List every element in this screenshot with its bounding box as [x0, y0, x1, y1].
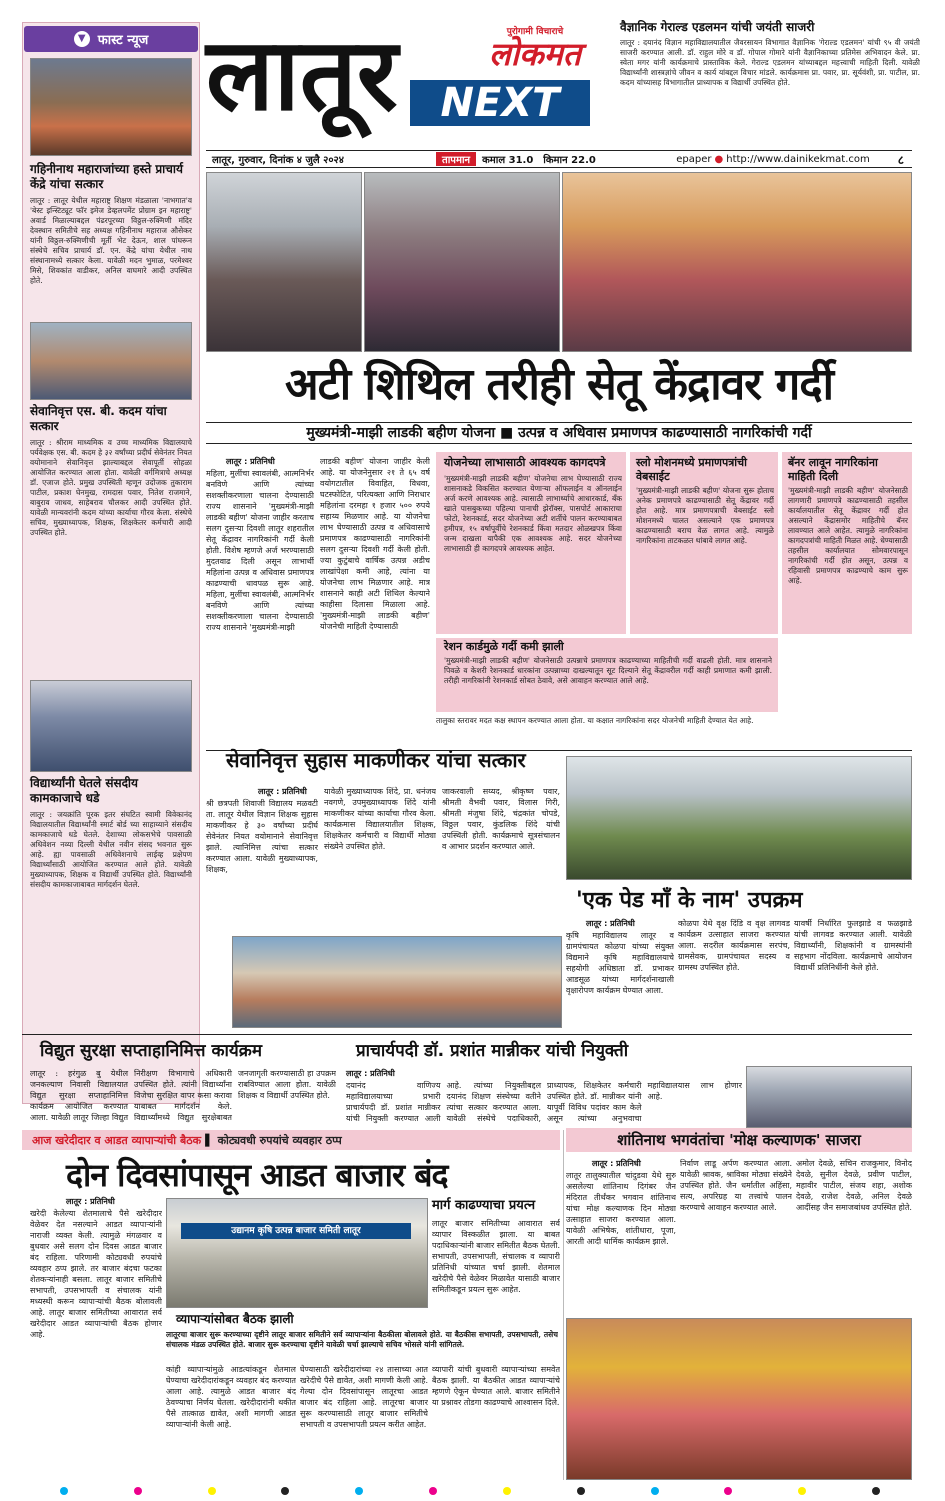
appointment-photo: [746, 1066, 912, 1128]
help-desk-photo: [562, 172, 912, 352]
box-headline: स्लो मोशनमध्ये प्रमाणपत्रांची वेबसाईट: [636, 456, 747, 483]
brand-logo: लोकमत: [489, 35, 581, 73]
divider: [22, 1034, 912, 1035]
story-headline: वैज्ञानिक गेराल्ड एडलमन यांची जयंती साजरी: [620, 20, 815, 34]
box-body: 'मुख्यमंत्री-माझी लाडकी बहीण' योजनेसाठी उत्पन्नाचे प्रमाणपत्र काढण्याच्या माहितीची गर्दी वाढली होती. मात्र शासनाने पिवळे व केशरी रेशनकार्ड धारकांना उत्पन्नाच्या दाखल्यातून सूट दिल्याने सेतू केंद्रावरील गर्दी काही प्रमाणात कमी झाली. तरीही नागरिकांनी रेशनकार्ड सोबत ठेवावे, असे आवाहन करण्यात आले आहे.: [444, 656, 772, 685]
lead-headline: अटी शिथिल तरीही सेतू केंद्रावर गर्दी: [284, 359, 834, 410]
retirement-photo: [30, 322, 192, 400]
felicitation-group-photo: [232, 936, 562, 1028]
separator-icon: ▌: [205, 1133, 214, 1147]
story-body: व्यापारी यांची बुधवारी व्यापाऱ्यांच्या समवेत बैठक झाली. या बैठकीत आडत व्यापाऱ्यांचे म्हणणे ऐकून घेण्यात आले. बाजार समितीने या प्रश्नावर तोडगा काढण्याचे आश्वासन दिले.: [432, 1365, 560, 1407]
story-body: दयानंद वाणिज्य महाविद्यालयाच्या प्रभारी प्राचार्यपदी डॉ. प्रशांत मान्नीकर यांची नियुक्ती करण्यात आली आहे. त्यांच्या नियुक्तीबद्दल दयानंद शिक्षण संस्थेच्या वतीने त्यांचा सत्कार करण्यात आला. यावेळी संस्थेचे पदाधिकारी, प्राध्यापक, शिक्षकेतर कर्मचारी उपस्थित होते. डॉ. मान्नीकर यांनी यापूर्वी विविध पदांवर काम केले असून त्यांच्या अनुभवाचा महाविद्यालयास लाभ होणार आहे.: [346, 1081, 742, 1123]
story-body: खरेदी केलेल्या शेतमालाचे पैसे खरेदीदार वेळेवर देत नसल्याने आडत व्यापाऱ्यांनी नाराजी व्यक्त केली. त्यामुळे मंगळवार व बुधवार असे सलग दोन दिवस आडत बाजार बंद राहिला. परिणामी कोट्यवधी रुपयांचे व्यवहार ठप्प झाले. तर बाजार बंदचा फटका शेतकऱ्यांनाही बसला. लातूर बाजार समितीचे सभापती, उपसभापती व संचालक यांनी मध्यस्थी करून व्यापाऱ्यांची बैठक बोलावली आहे. लातूर बाजार समितीच्या आवारात सर्व खरेदीदार आडत व्यापाऱ्यांची बैठक होणार आहे.: [30, 1209, 162, 1339]
story-body: लातूर : दयानंद विज्ञान महाविद्यालयातील जैवरसायन विभागात वैज्ञानिक 'गेराल्ड एडलमन' यांची ९५ वी जयंती साजरी करण्यात आली. डॉ. राहुल मोरे व डॉ. गोपाल गोमारे यांनी वैज्ञानिकाच्या प्रतिमेस अभिवादन केले. प्रा. स्वेता मगर यांनी कार्यक्रमाचे प्रास्ताविक केले. गेराल्ड एडलमन यांच्याबद्दल महत्त्वाची माहिती दिली. यावेळी विद्यार्थ्यांनी शास्त्रज्ञांचे जीवन व कार्य यांबद्दल विचार मांडले. कार्यक्रमास प्रा. पवार, प्रा. सूर्यवंशी, प्रा. पाटील, प्रा. कदम यांच्यासह विभागातील प्राध्यापक व विद्यार्थी उपस्थित होते.: [620, 38, 920, 87]
globe-icon: ●: [714, 153, 724, 165]
story-body: लातूर : हरंगुळ बु येथील जनकल्याण निवासी विद्यालयात विद्युत सुरक्षा सप्ताहानिमित्त कार्यक्रम आयोजित करण्यात आला. यावेळी लातूर जिल्हा विद्युत निरीक्षण विभागाचे अधिकारी उपस्थित होते. त्यांनी विद्यार्थ्यांना विजेचा सुरक्षित वापर कसा करावा याबाबत मार्गदर्शन केले. विद्यार्थ्यांमध्ये विद्युत सुरक्षेबाबत जनजागृती करण्यासाठी हा उपक्रम राबविण्यात आला होता. यावेळी शिक्षक व विद्यार्थी उपस्थित होते.: [30, 1069, 336, 1122]
lead-body-col2: लाडकी बहीण' योजना जाहीर केली आहे. या योजनेनुसार २१ ते ६५ वर्ष वयोगटातील विवाहित, विधवा, घटस्फोटित, परित्यक्ता आणि निराधार महिलांना दरमहा १ हजार ५०० रुपये सहाय्य मिळणार आहे. या योजनेचा लाभ घेण्यासाठी उत्पन्न व अधिवासाचे प्रमाणपत्र काढण्यासाठी नागरिकांनी सलग दुसऱ्या दिवशी गर्दी केली होती. ज्या कुटुंबाचे वार्षिक उत्पन्न अडीच लाखांपेक्षा कमी आहे, त्यांना या योजनेचा लाभ मिळणार आहे. मात्र शासनाने काही अटी शिथिल केल्याने काहीसा दिलासा मिळाला आहे. 'मुख्यमंत्री-माझी लाडकी बहीण' योजनेची माहिती देण्यासाठी: [320, 457, 430, 631]
kicker-bar: [22, 1130, 560, 1150]
students-parliament-photo: [30, 680, 192, 772]
story-body: लातूर : जयक्रांति पूरक इतर संघटित स्वामी विवेकानंद विद्यालयातील विद्यार्थ्यांनी स्मार्ट बोर्ड च्या साहाय्याने संसदीय कामकाजाचे धडे घेतले. देशाच्या लोकसभेचे पावसाळी अधिवेशन नव्या दिल्ली येथील नवीन संसद भवनात सुरू आहे. ह्या पावसाळी अधिवेशनाचे लाईव्ह प्रक्षेपण विद्यार्थ्यांसाठी आयोजित करण्यात आले होते. यावेळी मुख्याध्यापक, शिक्षक व विद्यार्थी उपस्थित होते. विद्यार्थ्यांनी संसदीय कामकाजाबाबत मार्गदर्शन घेतले.: [30, 810, 192, 889]
column-divider: [563, 1130, 564, 1480]
story-body: अमोल देवळे, सचिन राजकुमार, विनोद देवळे, सुनील देवळे, प्रवीण पाटील, महावीर पाटील, संजय शहा, अशोक देवळे, राजेश देवळे, अनिल देवळे आदींसह जैन समाजबांधव उपस्थित होते.: [796, 1159, 912, 1212]
byline: लातूर : प्रतिनिधी: [226, 457, 275, 466]
crowd-photo: [206, 172, 362, 352]
byline: लातूर : प्रतिनिधी: [586, 919, 635, 928]
story-body: निर्वाण लाडू अर्पण करण्यात आला. यावेळी श्रावक, श्राविका मोठ्या संख्येने उपस्थित होते. जैन धर्मातील अहिंसा, सत्य, अपरिग्रह या तत्त्वांचे पालन करण्याचे आवाहन करण्यात आले.: [680, 1159, 792, 1212]
dateline-bar: [206, 150, 912, 168]
box-headline: योजनेच्या लाभासाठी आवश्यक कागदपत्रे: [444, 456, 606, 469]
story-headline: गहिनीनाथ महाराजांच्या हस्ते प्राचार्य केंद्रे यांचा सत्कार: [30, 162, 183, 191]
kicker: कोट्यवधी रुपयांचे व्यवहार ठप्प: [217, 1133, 342, 1147]
box-headline: बॅनर लावून नागरिकांना माहिती दिली: [788, 456, 878, 483]
lead-kicker: मुख्यमंत्री-माझी लाडकी बहीण योजना ■ उत्पन्न व अधिवास प्रमाणपत्र काढण्यासाठी नागरिकांची गर्दी: [206, 422, 912, 444]
story-headline: शांतिनाथ भगवंतांचा 'मोक्ष कल्याणक' साजरा: [566, 1128, 912, 1152]
masthead-title: लातूर: [206, 16, 398, 133]
photo-caption: व्यापाऱ्यांसोबत बैठक झाली: [176, 1312, 294, 1326]
story-body: घेण्यासाठी खरेदीदारांच्या २४ तासाच्या आत खरेदीचे पैसे द्यावेत, अशी मागणी केली आहे. गेल्या दोन दिवसांपासून लातूरचा आडत बाजार बंद राहिला आहे. लातूरचा बाजार सुरू करण्यासाठी लातूर बाजार समितीचे सभापती व उपसभापती प्रयत्न करीत आहेत.: [300, 1365, 428, 1429]
queue-photo: [364, 172, 560, 352]
market-sign: उद्यानम कृषि उत्पन्न बाजार समिती लातूर: [181, 1223, 411, 1239]
fast-news-label: ▼ फास्ट न्यूज: [24, 26, 198, 52]
story-body: तालुका स्तरावर मदत कक्ष स्थापन करण्यात आला होता. या कक्षात नागरिकांना सदर योजनेची माहिती देण्यात येत आहे.: [436, 716, 754, 725]
story-headline: सेवानिवृत्त एस. बी. कदम यांचा सत्कार: [30, 404, 167, 433]
story-body: कोळपा येथे वृक्ष दिंडि व वृक्ष लागवड कार्यक्रम उत्साहात साजरा करण्यात आला. सदरील कार्यक्रमास सरपंच, ग्रामसेवक, ग्रामपंचायत सदस्य व ग्रामस्थ उपस्थित होते.: [678, 919, 790, 972]
story-headline: विद्यार्थ्यांनी घेतले संसदीय कामकाजाचे धडे: [30, 776, 139, 805]
byline: लातूर : प्रतिनिधी: [66, 1197, 115, 1206]
kicker: आज खरेदीदार व आडत व्यापाऱ्यांची बैठक: [32, 1133, 202, 1147]
box-headline: रेशन कार्डमुळे गर्दी कमी झाली: [444, 640, 564, 653]
brand-tagline: पुरोगामी विचाराचे: [506, 27, 564, 37]
story-body: लातूर बाजार समितीच्या आवारात सर्व व्यापार विस्कळीत झाला. या बाबत पदाधिकाऱ्यांनी बाजार समितीत बैठक घेतली. सभापती, उपसभापती, संचालक व व्यापारी प्रतिनिधी यांच्यात चर्चा झाली. शेतमाल खरेदीचे पैसे वेळेवर मिळावेत यासाठी बाजार समितीकडून प्रयत्न सुरू आहेत.: [432, 1219, 560, 1294]
temperature-label: तापमान: [436, 152, 476, 166]
felicitation-photo: [30, 58, 192, 156]
photo-note: लातूरचा बाजार सुरू करण्याच्या दृष्टीने लातूर बाजार समितीने सर्व व्यापाऱ्यांना बैठकीला बोलावले होते. या बैठकीस सभापती, उपसभापती, तसेच संचालक मंडळ उपस्थित होते. बाजार सुरू करण्याचा दृष्टीने यावेळी चर्चा झाल्याचे सचिव भोसले यांनी सांगितले.: [166, 1330, 558, 1349]
market-committee-photo: [166, 1198, 428, 1308]
box-body: 'मुख्यमंत्री-माझी लाडकी बहीण' योजना सुरू होताच अनेक प्रमाणपत्रे काढण्यासाठी सेतू केंद्रावर गर्दी होत आहे. मात्र प्रमाणपत्राची वेबसाईट स्लो मोशनमध्ये चालत असल्याने एक प्रमाणपत्र काढण्यासाठी बराच वेळ लागत आहे. त्यामुळे नागरिकांना ताटकळत थांबावे लागत आहे.: [636, 486, 774, 545]
story-headline: 'एक पेड माँ के नाम' उपक्रम: [576, 888, 803, 913]
story-body: यावेळी मुख्याध्यापक शिंदे, प्रा. धनंजय नवगणे, उपमुख्याध्यापक शिंदे यांनी माकणीकर यांच्या कार्याचा गौरव केला. कार्यक्रमास विद्यालयातील शिक्षक, शिक्षकेतर कर्मचारी व विद्यार्थी मोठ्या संख्येने उपस्थित होते.: [324, 787, 436, 851]
temp-min: किमान 22.0: [543, 155, 596, 166]
story-body: कृषि महाविद्यालय लातूर व ग्रामपंचायत कोळपा यांच्या संयुक्त विद्यमाने कृषि महाविद्यालयाचे सहयोगी अधिष्ठाता डॉ. प्रभाकर आडसूळ यांच्या मार्गदर्शनाखाली वृक्षारोपण कार्यक्रम घेण्यात आला.: [566, 931, 674, 995]
story-headline: सेवानिवृत्त सुहास माकणीकर यांचा सत्कार: [226, 748, 526, 772]
story-headline: दोन दिवसांपासून आडत बाजार बंद: [66, 1156, 448, 1194]
epaper-label: epaper: [676, 153, 712, 165]
box-body: 'मुख्यमंत्री-माझी लाडकी बहीण' योजनेसाठी लागणारी प्रमाणपत्रे काढण्यासाठी तहसील कार्यालयातील सेतू केंद्रावर गर्दी होत असल्याने केंद्रासमोर माहितीचे बॅनर लावण्यात आले आहेत. त्यामुळे नागरिकांना कागदपत्रांची माहिती मिळत आहे. धेण्यासाठी तहसील कार्यालयात सोमवारपासून नागरिकांची गर्दी होत असून, उत्पन्न व रहिवासी प्रमाणपत्र काढण्याचे काम सुरू आहे.: [788, 486, 908, 585]
byline: लातूर : प्रतिनिधी: [346, 1069, 395, 1078]
story-headline: विद्युत सुरक्षा सप्ताहानिमित्त कार्यक्रम: [40, 1041, 262, 1061]
fast-news-icon: ▼: [74, 31, 90, 47]
masthead-next: NEXT: [410, 80, 590, 126]
dateline: लातूर, गुरुवार, दिनांक ४ जुलै २०२४: [212, 155, 344, 166]
story-body: यावर्षी निर्धारित फुलझाडे व फळझाडे यांची लागवड करण्यात आली. यावेळी विद्यार्थ्यांनी, शिक्षकांनी व ग्रामस्थांनी सहभाग नोंदविला. कार्यक्रमाचे आयोजन विद्यार्थी प्रतिनिधींनी केले होते.: [794, 919, 912, 972]
temp-max: कमाल 31.0: [482, 155, 534, 166]
box-body: 'मुख्यमंत्री-माझी लाडकी बहीण' योजनेचा लाभ घेण्यासाठी राज्य शासनाकडे विकसित करण्यात येणाऱ्या ऑफलाईन व ऑनलाईन अर्ज करणे आवश्यक आहे. त्यासाठी लाभार्थ्याचे आधारकार्ड, बँक खाते पासबुकच्या पहिल्या पानाची झेरॉक्स, पासपोर्ट आकाराचा फोटो, रेशनकार्ड, सदर योजनेच्या अटी शर्तीचे पालन करण्याबाबत हमीपत्र, १५ वर्षापूर्वीचे रेशनकार्ड किंवा मतदार ओळखपत्र किंवा जन्म दाखला यापैकी एक आवश्यक आहे. सदर योजनेच्या लाभासाठी ही कागदपत्रे आवश्यक आहेत.: [444, 474, 622, 553]
story-body: लातूर : श्रीराम माध्यमिक व उच्च माध्यमिक विद्यालयाचे पर्यवेक्षक एस. बी. कदम हे ३२ वर्षांच्या प्रदीर्घ सेवेनंतर नियत वयोमानाने सेवानिवृत्त झाल्याबद्दल सेवापूर्ती सोहळा आयोजित करण्यात आला होता. यावेळी वर्गमित्राचे अध्यक्ष डॉ. एजाज होते. प्रमुख उपस्थिती म्हणून उदोजक तुकाराम पाटील, प्रकाश घेनमुख, रामदास पवार, नितेश राजमाने, बाबुराव जाधव, साहेबराव चौलकर आदी उपस्थित होते. यावेळी मान्यवरांनी कदम यांच्या कार्याचा गौरव केला. संस्थेचे सचिव, मुख्याध्यापक, शिक्षक, शिक्षकेतर कर्मचारी आदी उपस्थित होते.: [30, 438, 192, 537]
epaper-url[interactable]: http://www.dainikekmat.com: [726, 153, 870, 165]
story-body: कांही व्यापाऱ्यांमुळे आडत्यांकडून शेतमाल घेण्याचा खरेदीदारांकडून व्यवहार बंद करण्यात आला आहे. त्यामुळे आडत बाजार बंद ठेवण्याचा निर्णय घेतला. खरेदीदारांनी थकीत पैसे तात्काळ द्यावेत, अशी मागणी आडत व्यापाऱ्यांनी केली आहे.: [166, 1365, 296, 1429]
religious-gathering-photo: [566, 1318, 912, 1480]
byline: लातूर : प्रतिनिधी: [258, 787, 307, 796]
story-body: श्री छत्रपती शिवाजी विद्यालय मळवटी ता. लातूर येथील विज्ञान शिक्षक सुहास माकणीकर हे ३० वर्षांच्या प्रदीर्घ सेवेनंतर नियत वयोमानाने सेवानिवृत्त झाले. त्यानिमित्त त्यांचा सत्कार करण्यात आला. यावेळी मुख्याध्यापक, शिक्षक,: [206, 799, 318, 874]
plantation-photo: [566, 756, 912, 880]
registration-marks: [60, 1486, 880, 1496]
story-headline: मार्ग काढण्याचा प्रयत्न: [432, 1198, 536, 1213]
story-body: लातूर तालुक्यातील चांदुडवा येथे सुरु असलेल्या शांतिनाथ दिगंबर जैन मंदिरात तीर्थंकर भगवान शांतिनाथ यांचा मोक्ष कल्याणक दिन मोठ्या उत्साहात साजरा करण्यात आला. यावेळी अभिषेक, शांतीधारा, पूजा, आरती आदी धार्मिक कार्यक्रम झाले.: [566, 1171, 676, 1246]
byline: लातूर : प्रतिनिधी: [592, 1159, 641, 1168]
story-body: जाकरवाली सय्यद, श्रीकृष्ण पवार, श्रीमती वैभवी पवार, विलास गिरी, श्रीमती मंजुषा शिंदे, चंद्रकांत चोपडे, विठ्ठल पवार, कुंडलिक शिंदे यांची उपस्थिती होती. कार्यक्रमाचे सूत्रसंचालन व आभार प्रदर्शन करण्यात आले.: [442, 787, 560, 851]
story-body: लातूर : लातूर येथील महाराष्ट्र शिक्षण मंडळाला 'नाभगात'व 'बेस्ट इन्स्टिट्यूट फॉर इमेज डेव्हलपमेंट प्रोग्राम इन महाराष्ट्र' अवार्ड मिळाल्याबद्दल पंढरपूरच्या विठ्ठल-रुक्मिणी मंदिर देवस्थान समितीचे सह अध्यक्ष गहिनीनाथ महाराज औसेकर यांनी विठ्ठल-रुक्मिणीची मूर्ती भेट देऊन, शाल पांघरून संस्थेचे सचिव प्राचार्य डॉ. एन. केंद्रे यांचा येथील नाथ संस्थानामध्ये सत्कार केला. यावेळी मदन भुमाळ, परमेश्वर मिसे, शिवकांत वाडीकर, अनिल वाघमारे आदी उपस्थित होते.: [30, 196, 192, 285]
lead-body-col1: महिला, मुलींचा स्वावलंबी, आत्मनिर्भर बनविणे आणि त्यांच्या सशक्तीकरणाला चालना देण्यासाठी राज्य शासनाने 'मुख्यमंत्री-माझी लाडकी बहीण' योजना जाहीर करताच सलग दुसऱ्या दिवशी लातूर शहरातील सेतू केंद्रावर नागरिकांनी गर्दी केली होती. विशेष म्हणजे अर्ज भरण्यासाठी मुदतवाढ दिली असून लाभार्थी महिलांना उत्पन्न व अधिवास प्रमाणपत्र काढण्याची धावपळ सुरू आहे. महिला, मुलींचा स्वावलंबी, आत्मनिर्भर बनविणे आणि त्यांच्या सशक्तीकरणाला चालना देण्यासाठी राज्य शासनाने 'मुख्यमंत्री-माझी: [206, 469, 314, 632]
page-number: ८: [897, 152, 904, 167]
story-headline: प्राचार्यपदी डॉ. प्रशांत मान्नीकर यांची नियुक्ती: [356, 1041, 629, 1061]
